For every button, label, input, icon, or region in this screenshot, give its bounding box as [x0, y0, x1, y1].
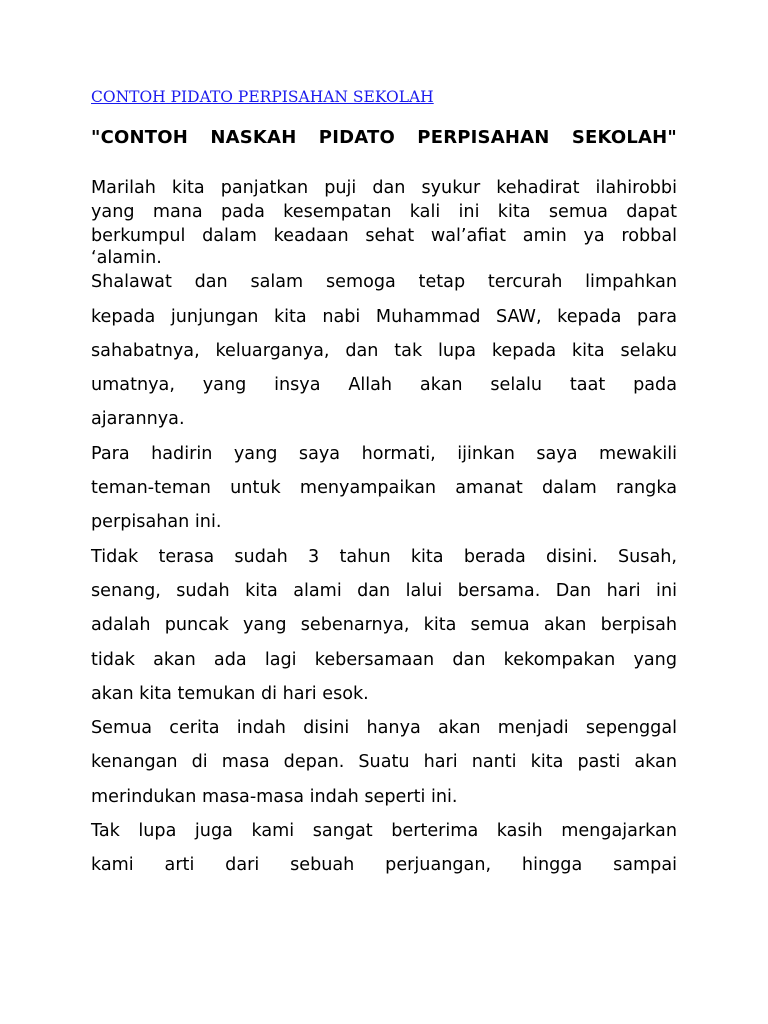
paragraph-line: Semua cerita indah disini hanya akan menjadi sepenggal — [91, 718, 677, 738]
paragraph-line: kami arti dari sebuah perjuangan, hingga sampai — [91, 855, 677, 875]
paragraph-line: kenangan di masa depan. Suatu hari nanti kita pasti akan — [91, 752, 677, 772]
paragraph-line: Tidak terasa sudah 3 tahun kita berada disini. Susah, — [91, 547, 677, 567]
paragraph-line: ‘alamin. — [91, 248, 162, 268]
paragraph-line: Para hadirin yang saya hormati, ijinkan saya mewakili — [91, 444, 677, 464]
paragraph-line: ajarannya. — [91, 409, 185, 429]
paragraph-line: yang mana pada kesempatan kali ini kita semua dapat — [91, 202, 677, 222]
paragraph-line: Tak lupa juga kami sangat berterima kasih mengajarkan — [91, 821, 677, 841]
paragraph-line: adalah puncak yang sebenarnya, kita semua akan berpisah — [91, 615, 677, 635]
paragraph-line: Shalawat dan salam semoga tetap tercurah limpahkan — [91, 272, 677, 292]
paragraph-line: umatnya, yang insya Allah akan selalu taat pada — [91, 375, 677, 395]
paragraph-line: akan kita temukan di hari esok. — [91, 684, 369, 704]
paragraph-line: berkumpul dalam keadaan sehat wal’afiat amin ya robbal — [91, 226, 677, 246]
paragraph-line: teman-teman untuk menyampaikan amanat dalam rangka — [91, 478, 677, 498]
paragraph-line: tidak akan ada lagi kebersamaan dan kekompakan yang — [91, 650, 677, 670]
document-heading: "CONTOH NASKAH PIDATO PERPISAHAN SEKOLAH" — [91, 127, 677, 148]
paragraph-line: merindukan masa-masa indah seperti ini. — [91, 787, 458, 807]
paragraph-line: Marilah kita panjatkan puji dan syukur kehadirat ilahirobbi — [91, 178, 677, 198]
paragraph-line: sahabatnya, keluarganya, dan tak lupa kepada kita selaku — [91, 341, 677, 361]
title-link[interactable]: CONTOH PIDATO PERPISAHAN SEKOLAH — [91, 88, 434, 106]
paragraph-line: senang, sudah kita alami dan lalui bersama. Dan hari ini — [91, 581, 677, 601]
paragraph-line: perpisahan ini. — [91, 512, 222, 532]
paragraph-line: kepada junjungan kita nabi Muhammad SAW, kepada para — [91, 307, 677, 327]
